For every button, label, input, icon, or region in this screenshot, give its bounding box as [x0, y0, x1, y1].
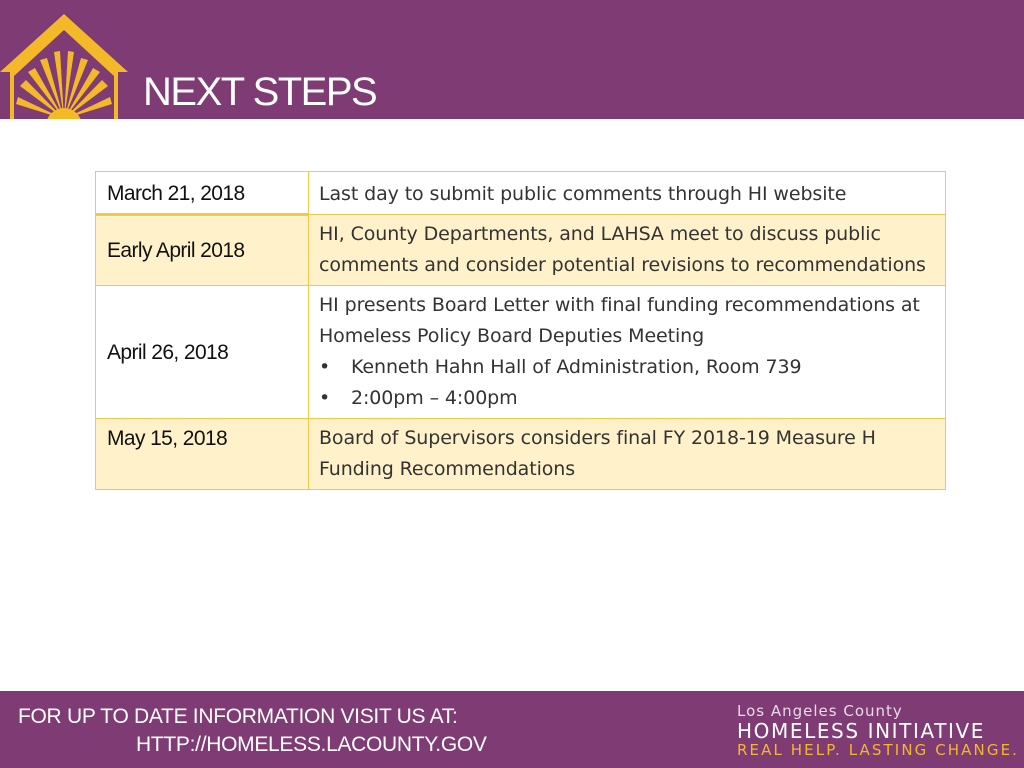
- brand-initiative: HOMELESS INITIATIVE: [737, 719, 986, 743]
- header-bar: [0, 0, 1024, 119]
- bullet-text: 2:00pm – 4:00pm: [351, 387, 518, 409]
- footer-info-text: FOR UP TO DATE INFORMATION VISIT US AT:: [18, 705, 458, 728]
- date-cell: May 15, 2018: [96, 419, 309, 490]
- description-cell: HI, County Departments, and LAHSA meet to discuss public comments and consider potential revisions to recommendations: [309, 215, 946, 286]
- description-cell: [309, 286, 946, 419]
- date-cell: March 21, 2018: [96, 172, 309, 215]
- footer-bar: [0, 691, 1024, 768]
- bullet-list: [319, 352, 937, 414]
- brand-logo: [737, 703, 1019, 759]
- bullet-icon: •: [319, 387, 331, 409]
- table-row: [96, 419, 946, 490]
- brand-tagline: REAL HELP. LASTING CHANGE.: [737, 741, 1020, 759]
- bullet-text: Kenneth Hahn Hall of Administration, Room 739: [351, 356, 802, 378]
- house-sunburst-icon: [0, 14, 128, 119]
- table-row: [96, 172, 946, 215]
- date-cell: April 26, 2018: [96, 286, 309, 419]
- date-cell: Early April 2018: [96, 215, 309, 286]
- footer-website-link[interactable]: HTTP://HOMELESS.LACOUNTY.GOV: [136, 733, 487, 756]
- table-row: [96, 286, 946, 419]
- table-row: [96, 215, 946, 286]
- brand-county: Los Angeles County: [737, 702, 903, 720]
- list-item: [319, 352, 937, 383]
- description-text: HI presents Board Letter with final funding recommendations at Homeless Policy Board Deputies Meeting: [319, 294, 920, 347]
- timeline-table: [95, 171, 946, 490]
- description-cell: Board of Supervisors considers final FY 2018-19 Measure H Funding Recommendations: [309, 419, 946, 490]
- list-item: [319, 383, 937, 414]
- description-cell: Last day to submit public comments through HI website: [309, 172, 946, 215]
- page-title: NEXT STEPS: [143, 70, 377, 114]
- bullet-icon: •: [319, 356, 331, 378]
